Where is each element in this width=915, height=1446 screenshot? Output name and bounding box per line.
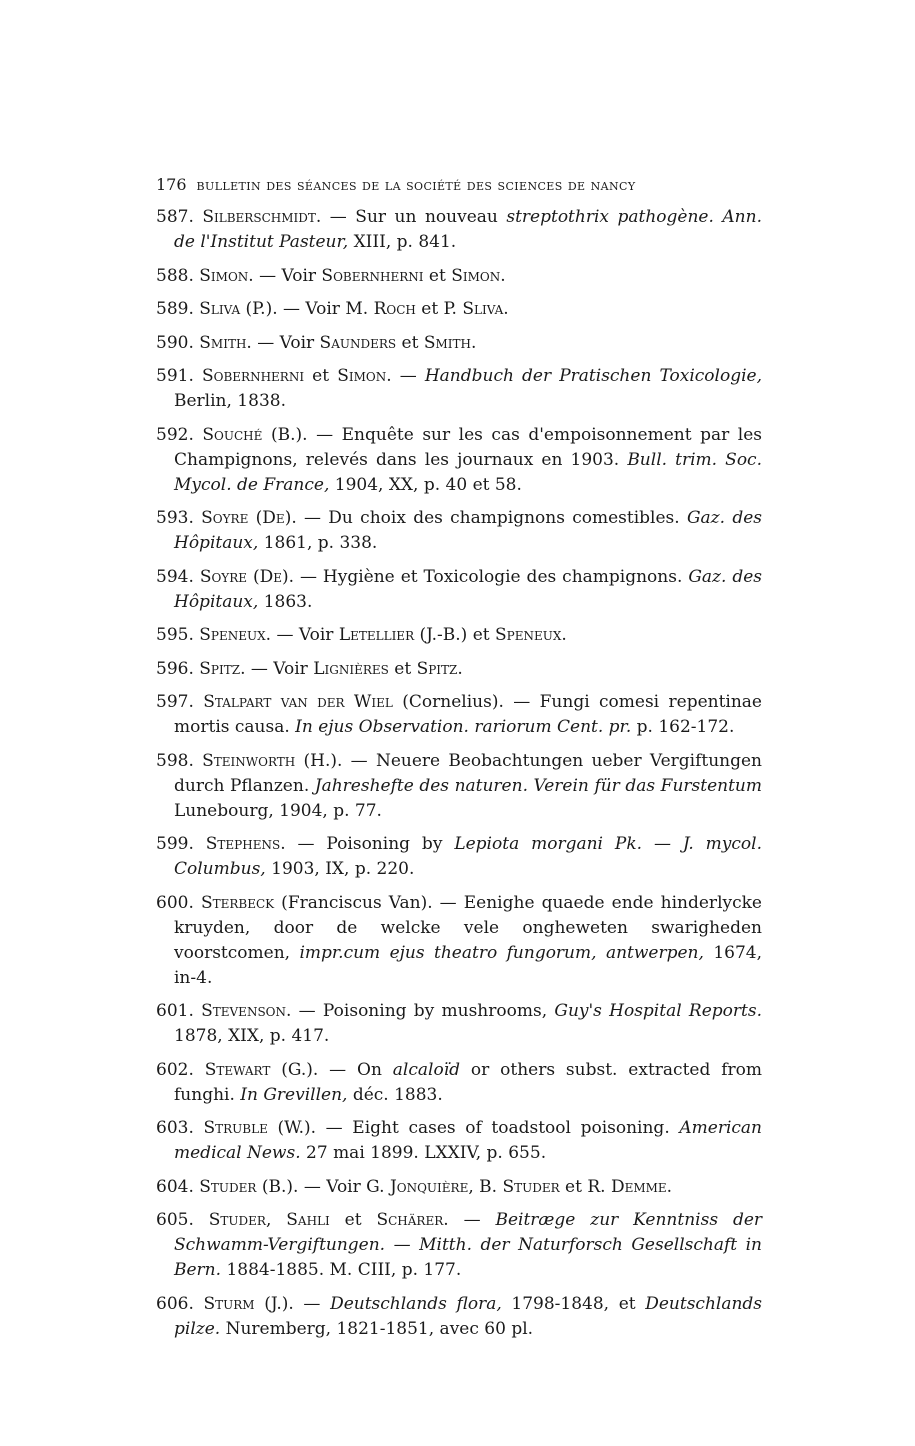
entry-text: Saunders bbox=[319, 332, 397, 353]
entry-author: Steinworth bbox=[202, 750, 296, 771]
entry-text: — Poisoning by mushrooms, bbox=[291, 1001, 555, 1021]
entry-text: Handbuch der Pratischen Toxicologie, bbox=[424, 366, 762, 386]
entry-text: Roch bbox=[373, 299, 416, 319]
entry-number: 597. bbox=[156, 692, 204, 712]
entry-text: 1863. bbox=[258, 591, 313, 612]
entry-text: Sliva. bbox=[462, 299, 509, 319]
entry-text: Letellier bbox=[338, 625, 415, 645]
entry-text: ). — Du choix des champignons comestibles. bbox=[284, 508, 687, 528]
bibliography-entry bbox=[156, 832, 762, 882]
entry-text: or others subst. extracted from funghi. bbox=[174, 1059, 762, 1105]
entry-text: 1878, XIX, p. 417. bbox=[174, 1026, 330, 1046]
entry-text: (G.). — On bbox=[270, 1059, 393, 1080]
entry-text: et bbox=[423, 265, 452, 286]
entry-author: Silberschmidt. bbox=[202, 207, 322, 227]
running-title: bulletin des séances de la société des sciences de nancy bbox=[196, 176, 636, 194]
entry-text: 1798-1848, et bbox=[501, 1293, 646, 1314]
entry-text: Simon. bbox=[337, 366, 392, 386]
bibliography-entry bbox=[156, 423, 762, 498]
entry-author: Sobernherni bbox=[201, 366, 305, 386]
entry-text: ( bbox=[248, 508, 263, 528]
entry-text: et P. bbox=[415, 299, 463, 319]
entry-text: , bbox=[265, 1210, 287, 1230]
entry-number: 601. bbox=[156, 1001, 202, 1021]
entry-text: — Voir bbox=[253, 265, 322, 286]
entry-text: American medical News. bbox=[174, 1118, 762, 1163]
bibliography-entry bbox=[156, 364, 762, 414]
bibliography-entry bbox=[156, 749, 762, 824]
entry-text: (H.). — Neuere Beobachtungen ueber Vergiftungen durch Pflanzen. bbox=[174, 750, 762, 796]
entry-text: Lepiota morgani Pk. — J. mycol. Columbus, bbox=[174, 834, 762, 879]
bibliography-entry bbox=[156, 1292, 762, 1342]
entry-text: ). — Hygiène et Toxicologie des champignons. bbox=[282, 566, 689, 587]
entry-text: 1884-1885. M. CIII, p. 177. bbox=[221, 1260, 462, 1280]
entry-number: 590. bbox=[156, 332, 200, 353]
entry-text: (Cornelius). — Fungi comesi repentinae mortis causa. bbox=[174, 692, 762, 737]
entry-author: Stalpart van der Wiel bbox=[203, 692, 393, 712]
entry-text: (J.). — bbox=[254, 1293, 331, 1314]
entry-author: Simon. bbox=[199, 265, 254, 286]
entry-text: (J.-B.) et bbox=[414, 625, 496, 645]
entry-text: alcaloïd bbox=[392, 1059, 461, 1080]
entry-text: — Sur un nouveau bbox=[321, 207, 507, 227]
entry-number: 596. bbox=[156, 658, 200, 679]
entry-text: Sobernherni bbox=[321, 265, 424, 286]
entry-text: (W.). — Eight cases of toadstool poisoning. bbox=[267, 1118, 680, 1138]
entry-number: 598. bbox=[156, 750, 203, 771]
entry-number: 594. bbox=[156, 566, 200, 587]
entry-number: 606. bbox=[156, 1293, 204, 1314]
bibliography-entry bbox=[156, 565, 762, 615]
entry-text: Deutschlands flora, bbox=[330, 1293, 502, 1314]
entry-text: et bbox=[388, 658, 417, 679]
entry-text: — bbox=[391, 366, 425, 386]
entry-text: In ejus Observation. rariorum Cent. pr. bbox=[295, 717, 632, 737]
entry-text: Studer bbox=[502, 1176, 560, 1197]
entry-text: Beitræge zur Kenntniss der Schwamm-Vergiftungen. — Mitth. der Naturforsch Gesellschaft in Bern. bbox=[174, 1210, 763, 1280]
entry-text: Speneux. bbox=[495, 625, 567, 645]
entry-author: Sliva bbox=[199, 299, 241, 319]
entry-author: Spitz. bbox=[199, 658, 246, 679]
entry-number: 603. bbox=[156, 1118, 204, 1138]
bibliography-list bbox=[156, 205, 762, 1350]
entry-number: 600. bbox=[156, 892, 201, 913]
bibliography-entry bbox=[156, 657, 762, 682]
bibliography-entry bbox=[156, 1116, 762, 1166]
entry-text: déc. 1883. bbox=[347, 1084, 443, 1105]
entry-author: Sturm bbox=[203, 1293, 255, 1314]
entry-text: In Grevillen, bbox=[240, 1084, 348, 1105]
entry-author: Stephens. bbox=[205, 834, 286, 854]
entry-text: 27 mai 1899. LXXIV, p. 655. bbox=[300, 1143, 547, 1163]
bibliography-entry bbox=[156, 1208, 762, 1283]
entry-text: Jahreshefte des naturen. Verein für das Furstentum bbox=[314, 775, 762, 796]
entry-text: Deutschlands pilze. bbox=[174, 1293, 763, 1339]
entry-text: De bbox=[262, 508, 285, 528]
bibliography-entry bbox=[156, 1058, 762, 1108]
entry-number: 602. bbox=[156, 1059, 205, 1080]
entry-text: Gaz. des Hôpitaux, bbox=[174, 508, 763, 553]
entry-number: 593. bbox=[156, 508, 202, 528]
entry-text: Lunebourg, 1904, p. 77. bbox=[174, 800, 382, 821]
entry-author: Soyre bbox=[199, 566, 248, 587]
entry-text: (B.). — Voir G. bbox=[256, 1176, 390, 1197]
entry-number: 592. bbox=[156, 424, 203, 445]
entry-number: 591. bbox=[156, 366, 202, 386]
bibliography-entry bbox=[156, 690, 762, 740]
entry-text: 1903, IX, p. 220. bbox=[265, 859, 415, 879]
entry-author: Studer bbox=[208, 1210, 266, 1230]
entry-text: Lignières bbox=[313, 658, 389, 679]
entry-text: Jonquière bbox=[389, 1176, 469, 1197]
entry-text: Berlin, 1838. bbox=[174, 391, 286, 411]
bibliography-entry bbox=[156, 331, 762, 356]
entry-text: Smith. bbox=[423, 332, 477, 353]
bibliography-entry bbox=[156, 623, 762, 648]
entry-text: p. 162-172. bbox=[631, 717, 735, 737]
entry-text: et R. bbox=[559, 1176, 611, 1197]
entry-text: Nuremberg, 1821-1851, avec 60 pl. bbox=[220, 1318, 534, 1339]
entry-author: Stevenson. bbox=[201, 1001, 292, 1021]
entry-text: Simon. bbox=[451, 265, 506, 286]
bibliography-entry bbox=[156, 205, 762, 255]
entry-author: Speneux. bbox=[199, 625, 272, 645]
entry-number: 589. bbox=[156, 299, 200, 319]
entry-number: 588. bbox=[156, 265, 200, 286]
bibliography-entry bbox=[156, 506, 762, 556]
bibliography-entry bbox=[156, 297, 762, 322]
running-header bbox=[156, 175, 766, 194]
entry-text: De bbox=[259, 566, 282, 587]
entry-text: (P.). — Voir M. bbox=[240, 299, 374, 319]
entry-text: et bbox=[329, 1210, 377, 1230]
entry-text: et bbox=[304, 366, 338, 386]
entry-author: Soyre bbox=[201, 508, 249, 528]
entry-text: impr.cum ejus theatro fungorum, antwerpen, bbox=[299, 942, 704, 963]
entry-text: — Voir bbox=[251, 332, 320, 353]
bibliography-entry bbox=[156, 1175, 762, 1200]
entry-author: Stewart bbox=[204, 1059, 271, 1080]
entry-text: Demme. bbox=[610, 1176, 673, 1197]
entry-text: Bull. trim. Soc. Mycol. de France, bbox=[174, 449, 762, 495]
entry-text: streptothrix pathogène. Ann. de l'Institut Pasteur, bbox=[174, 207, 762, 252]
bibliography-entry bbox=[156, 891, 762, 991]
entry-text: — Voir bbox=[245, 658, 314, 679]
entry-author: Souché bbox=[202, 424, 263, 445]
entry-text: et bbox=[396, 332, 424, 353]
entry-text: Gaz. des Hôpitaux, bbox=[174, 566, 763, 612]
entry-text: Schärer. bbox=[376, 1210, 449, 1230]
entry-text: 1674, in-4. bbox=[174, 942, 762, 988]
bibliography-entry bbox=[156, 264, 762, 289]
entry-number: 604. bbox=[156, 1176, 200, 1197]
entry-text: Guy's Hospital Reports. bbox=[554, 1001, 762, 1021]
entry-author: Smith. bbox=[199, 332, 252, 353]
entry-text: (Franciscus Van). — Eenighe quaede ende hinderlycke kruyden, door de welcke vele ongheweten swarigheden voorstcomen, bbox=[174, 892, 762, 963]
entry-text: 1904, XX, p. 40 et 58. bbox=[329, 474, 522, 495]
entry-author: Sterbeck bbox=[200, 892, 275, 913]
entry-text: 1861, p. 338. bbox=[258, 533, 378, 553]
entry-text: — bbox=[448, 1210, 496, 1230]
entry-text: (B.). — Enquête sur les cas d'empoisonnement par les Champignons, relevés dans les journaux en 1903. bbox=[174, 424, 762, 470]
entry-number: 595. bbox=[156, 625, 200, 645]
entry-text: — Voir bbox=[271, 625, 339, 645]
entry-text: — Poisoning by bbox=[285, 834, 455, 854]
entry-text: XIII, p. 841. bbox=[348, 232, 457, 252]
entry-author: Studer bbox=[199, 1176, 257, 1197]
entry-text: , B. bbox=[468, 1176, 503, 1197]
entry-number: 587. bbox=[156, 207, 203, 227]
entry-text: ( bbox=[247, 566, 260, 587]
entry-author: Struble bbox=[203, 1118, 268, 1138]
entry-text: Spitz. bbox=[416, 658, 463, 679]
page-number: 176 bbox=[156, 175, 187, 194]
entry-text: Sahli bbox=[286, 1210, 330, 1230]
entry-number: 605. bbox=[156, 1210, 209, 1230]
bibliography-entry bbox=[156, 999, 762, 1049]
entry-number: 599. bbox=[156, 834, 206, 854]
